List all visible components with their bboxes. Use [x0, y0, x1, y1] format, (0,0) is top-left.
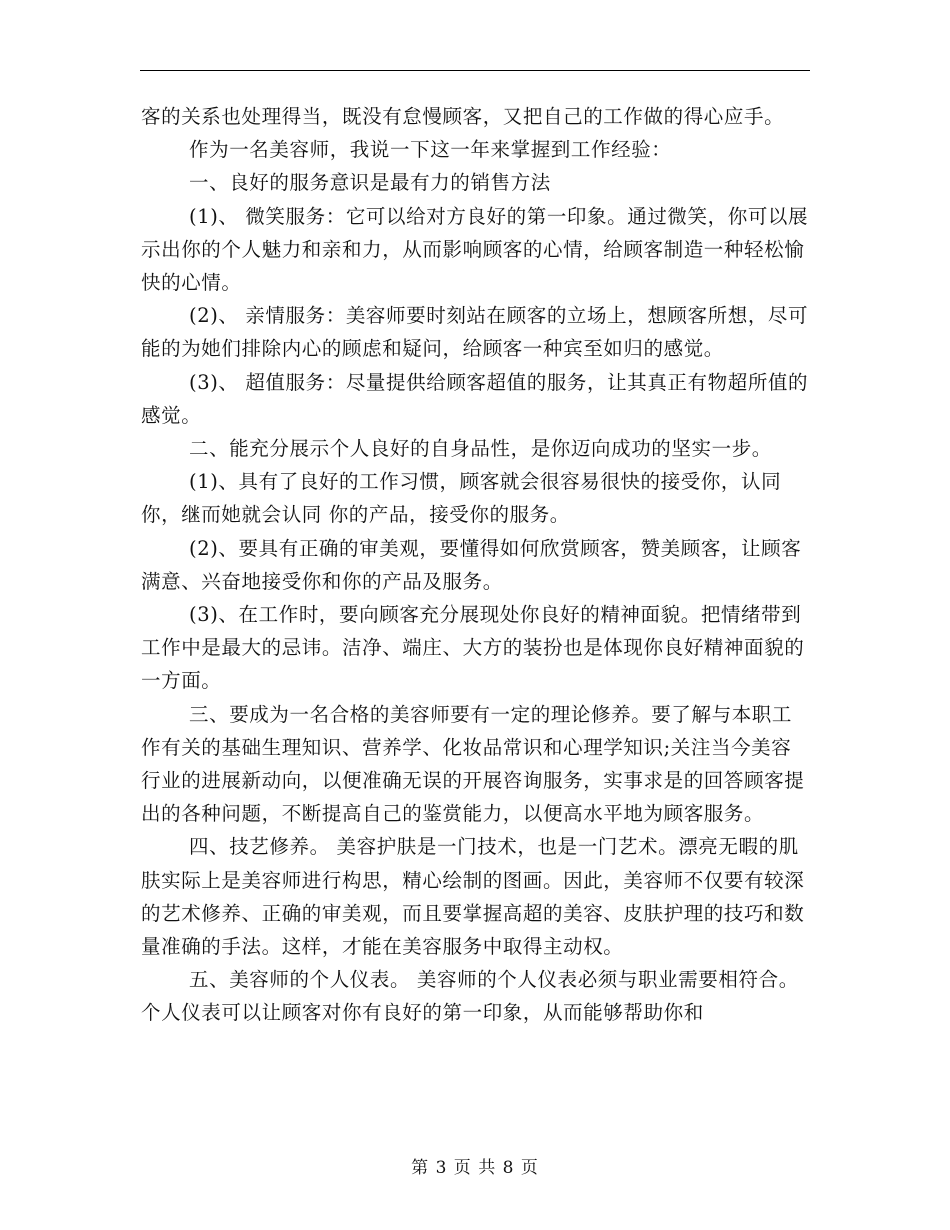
paragraph: (2)、要具有正确的审美观，要懂得如何欣赏顾客，赞美顾客，让顾客满意、兴奋地接受你和你的产品及服务。 [141, 536, 802, 593]
paragraph: (1)、具有了良好的工作习惯，顾客就会很容易很快的接受你，认同你，继而她就会认同 你的产品，接受你的服务。 [141, 470, 782, 527]
paragraph: 客的关系也处理得当，既没有怠慢顾客，又把自己的工作做的得心应手。 [141, 105, 785, 128]
page-number-footer: 第 3 页 共 8 页 [411, 1158, 539, 1178]
paragraph: 三、要成为一名合格的美容师要有一定的理论修养。要了解与本职工作有关的基础生理知识、营养学、化妆品常识和心理学知识;关注当今美容行业的进展新动向，以便准确无误的开展咨询服务，实事求是的回答顾客提出的各种问题，不断提高自己的鉴赏能力，以便高水平地为顾客服务。 [141, 702, 805, 826]
paragraph: 五、美容师的个人仪表。 美容师的个人仪表必须与职业需要相符合。个人仪表可以让顾客对你有良好的第一印象，从而能够帮助你和 [141, 968, 799, 1025]
paragraph: 作为一名美容师，我说一下这一年来掌握到工作经验： [189, 138, 672, 162]
section-heading: 二、能充分展示个人良好的自身品性，是你迈向成功的坚实一步。 [189, 437, 772, 461]
paragraph: 四、技艺修养。 美容护肤是一门技术，也是一门艺术。漂亮无暇的肌肤实际上是美容师进行构思，精心绘制的图画。因此，美容师不仅要有较深的艺术修养、正确的审美观，而且要掌握高超的美容、皮肤护理的技巧和数量准确的手法。这样，才能在美容服务中取得主动权。 [141, 835, 805, 959]
paragraph: (3)、 超值服务：尽量提供给顾客超值的服务，让其真正有物超所值的感觉。 [141, 370, 809, 427]
header-rule [140, 70, 810, 71]
document-body [141, 100, 811, 1030]
paragraph: (2)、 亲情服务：美容师要时刻站在顾客的立场上，想顾客所想，尽可能的为她们排除内心的顾虑和疑问，给顾客一种宾至如归的感觉。 [141, 304, 809, 361]
paragraph: (3)、在工作时，要向顾客充分展现处你良好的精神面貌。把情绪带到工作中是最大的忌讳。洁净、端庄、大方的装扮也是体现你良好精神面貌的一方面。 [141, 603, 805, 693]
section-heading: 一、良好的服务意识是最有力的销售方法 [189, 171, 551, 195]
paragraph: (1)、 微笑服务：它可以给对方良好的第一印象。通过微笑，你可以展示出你的个人魅力和亲和力，从而影响顾客的心情，给顾客制造一种轻松愉快的心情。 [141, 204, 809, 295]
